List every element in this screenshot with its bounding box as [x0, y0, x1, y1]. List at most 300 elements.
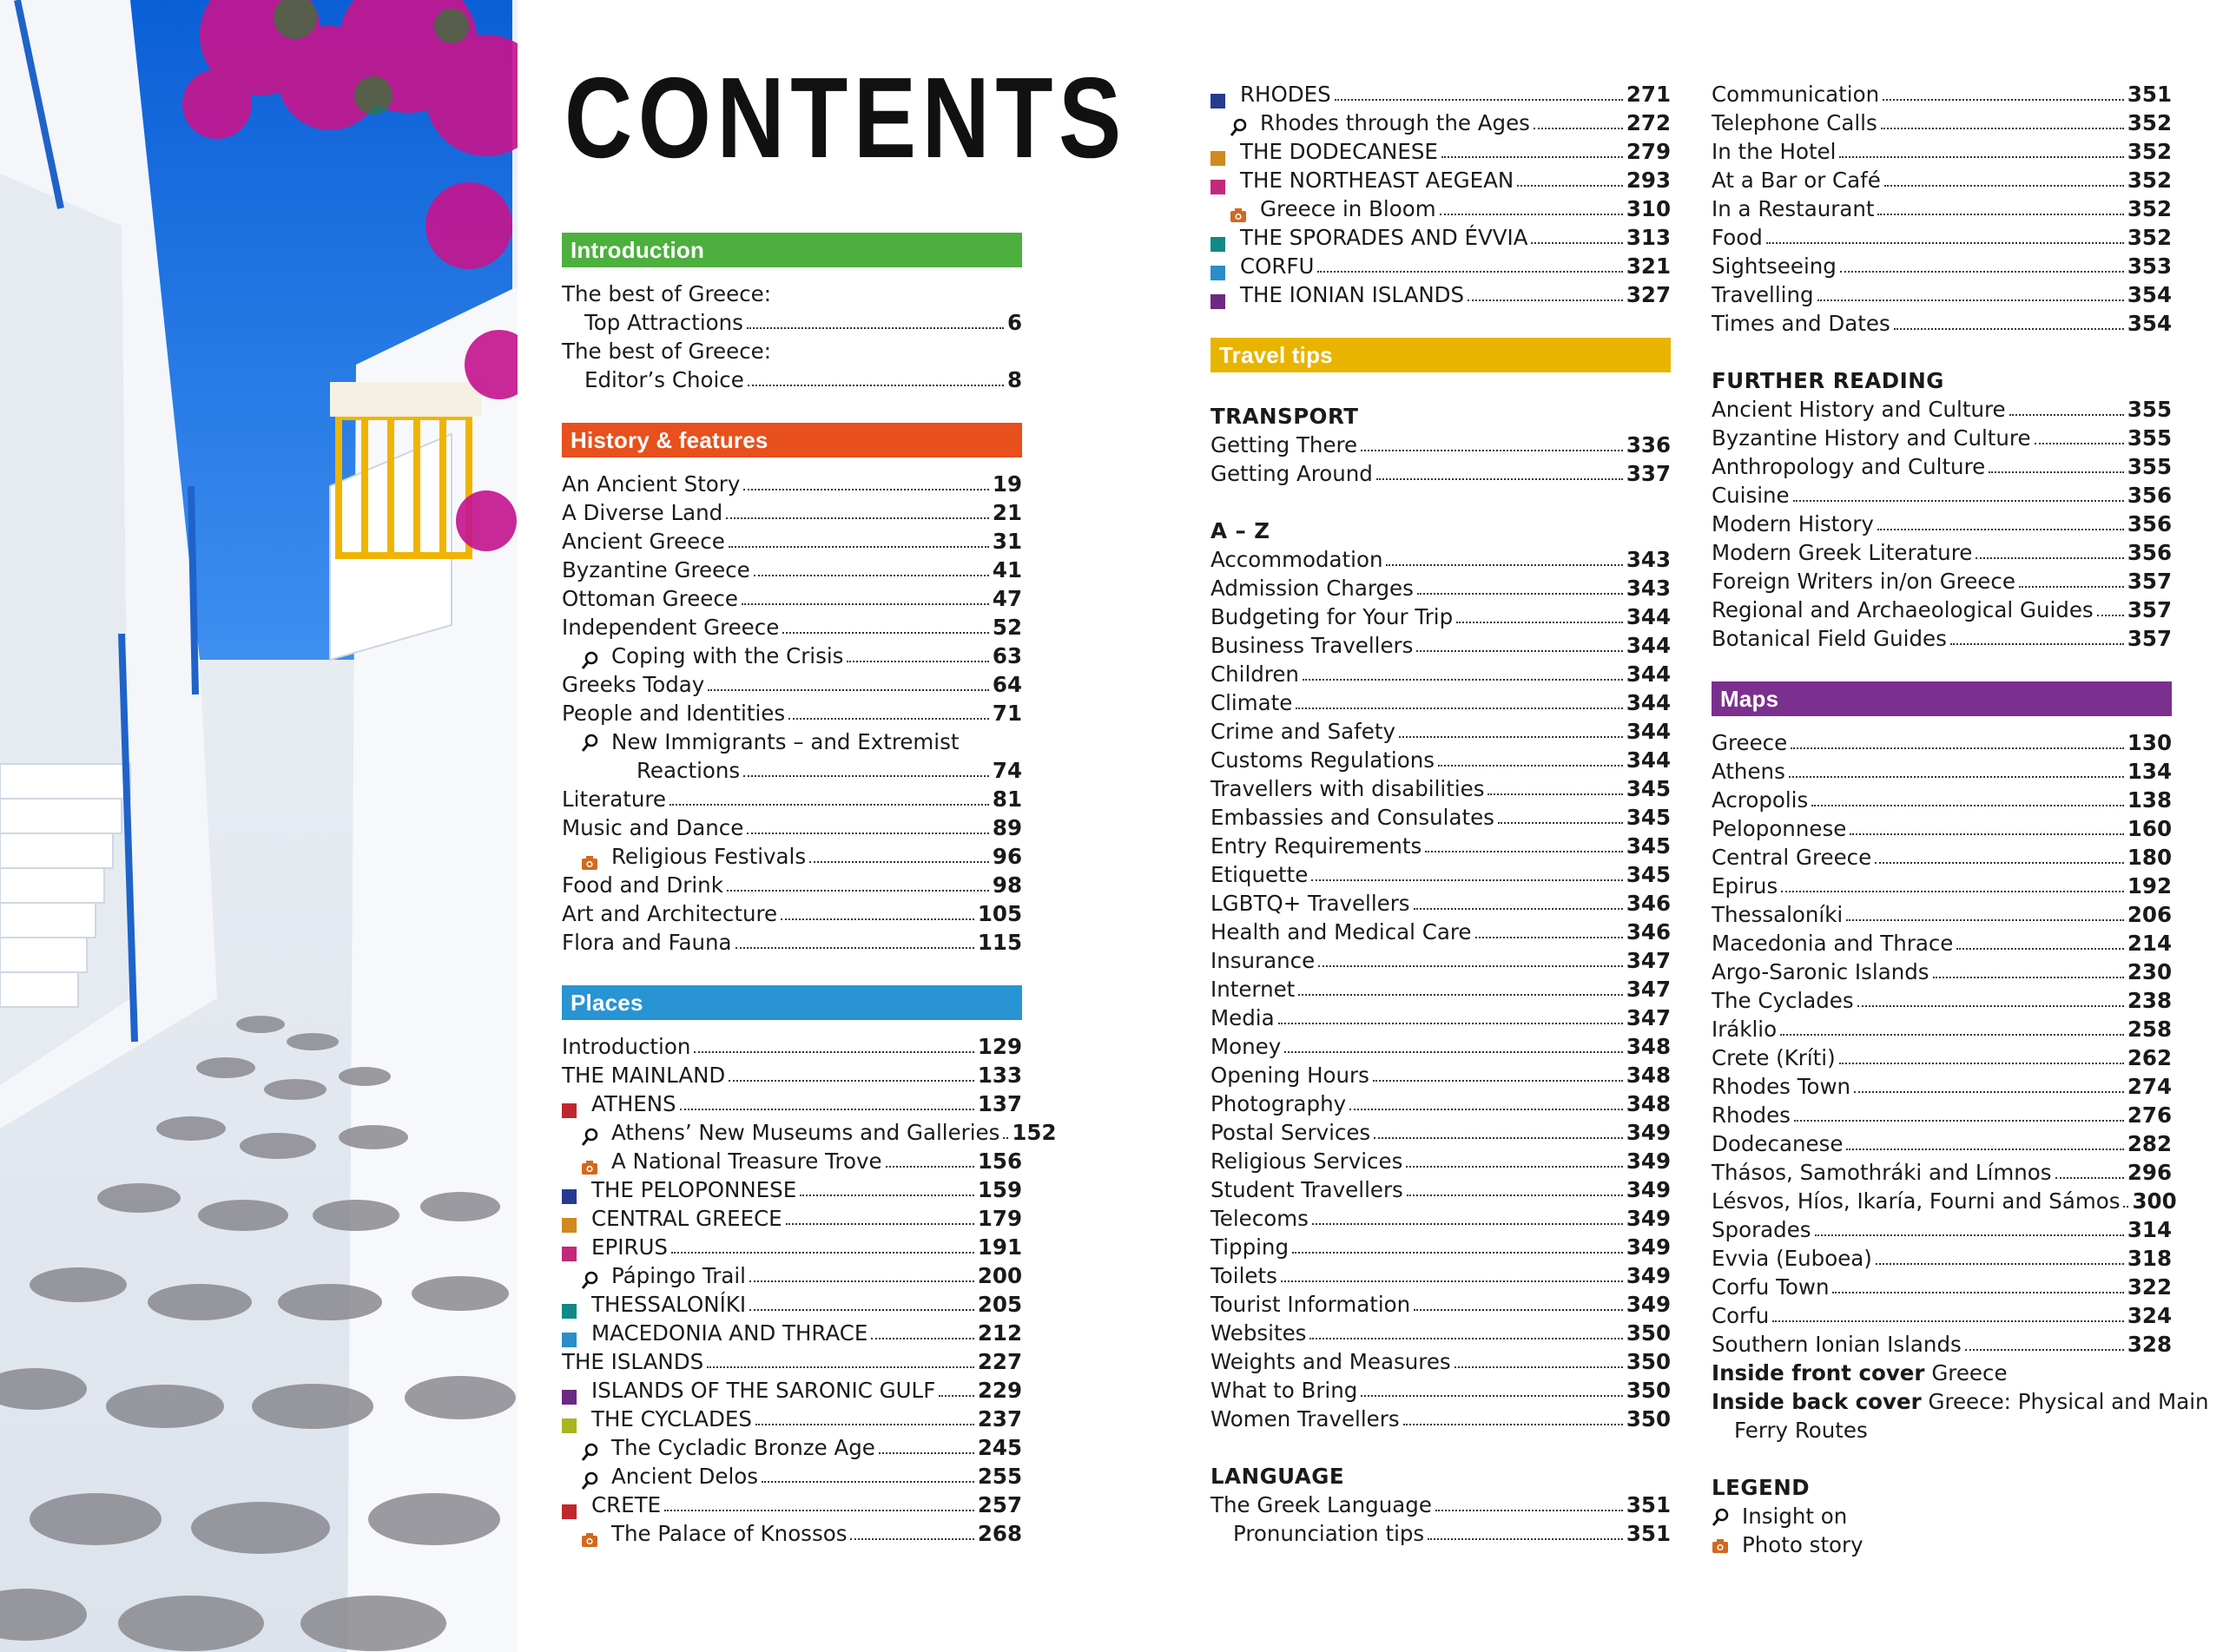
toc-entry	[1210, 1118, 1671, 1147]
toc-entry	[1210, 860, 1671, 889]
toc-entry	[1210, 1519, 1671, 1548]
dot-leader	[2035, 443, 2124, 444]
dot-leader	[1303, 679, 1623, 681]
magnifier-icon	[581, 734, 598, 753]
toc-entry	[1712, 1301, 2172, 1330]
dot-leader	[1278, 1023, 1623, 1024]
page-number: 344	[1626, 633, 1671, 658]
page-number: 324	[2127, 1303, 2172, 1328]
dot-leader	[1793, 500, 2124, 502]
page-number: 271	[1626, 82, 1671, 107]
toc-entry-title: The Cyclades	[1712, 988, 1854, 1013]
dot-leader	[1817, 299, 2124, 301]
page-number: 346	[1626, 919, 1671, 944]
toc-entry	[562, 1433, 1022, 1462]
toc-entry	[1712, 1273, 2172, 1301]
dot-leader	[1956, 948, 2123, 950]
toc-entry-title: Corfu Town	[1712, 1274, 1830, 1300]
page-number: 355	[2127, 425, 2172, 451]
section-bar-travel-tips: Travel tips	[1210, 338, 1671, 372]
dot-leader	[1894, 328, 2124, 330]
toc-entry-title: Athens’ New Museums and Galleries	[611, 1120, 1000, 1145]
toc-entry	[1210, 975, 1671, 1004]
places-list	[562, 1032, 1057, 1548]
dot-leader	[1349, 1109, 1623, 1110]
magnifier-icon	[581, 1271, 598, 1290]
toc-entry-title: Literature	[562, 787, 666, 812]
page-number: 274	[2127, 1074, 2172, 1099]
toc-entry-title: Photography	[1210, 1091, 1347, 1116]
toc-entry-title: THE MAINLAND	[562, 1063, 726, 1088]
section-bar-maps: Maps	[1712, 681, 2172, 716]
dot-leader	[781, 918, 974, 920]
page-number: 344	[1626, 661, 1671, 687]
page-number: 354	[2127, 311, 2172, 336]
maps-list	[1712, 728, 2177, 1359]
toc-entry	[1210, 1376, 1671, 1405]
page-number: 318	[2127, 1246, 2172, 1271]
dot-leader	[1292, 1252, 1623, 1254]
toc-entry-title: Botanical Field Guides	[1712, 626, 1947, 651]
history-list	[562, 470, 1022, 957]
toc-entry-title: Corfu	[1712, 1303, 1770, 1328]
section-color-square	[562, 1504, 577, 1519]
toc-entry-title: Thessaloníki	[1712, 902, 1844, 927]
toc-entry	[1210, 1261, 1671, 1290]
dot-leader	[1468, 299, 1623, 301]
toc-entry	[562, 308, 1022, 337]
az-list	[1210, 545, 1671, 1433]
toc-entry	[562, 1118, 1057, 1147]
page-number: 74	[992, 758, 1022, 783]
camera-icon	[581, 855, 598, 871]
page-number: 19	[992, 471, 1022, 497]
toc-entry-title: Acropolis	[1712, 787, 1809, 813]
page-number: 314	[2127, 1217, 2172, 1242]
dot-leader	[2097, 615, 2124, 616]
page-number: 255	[977, 1464, 1022, 1489]
page-number: 156	[977, 1149, 1022, 1174]
toc-entry	[1712, 395, 2172, 424]
toc-entry	[562, 1462, 1022, 1491]
toc-entry-title: Tourist Information	[1210, 1292, 1411, 1317]
toc-entry	[562, 727, 1022, 756]
page-number: 348	[1626, 1034, 1671, 1059]
toc-entry	[562, 337, 1022, 365]
dot-leader	[786, 1223, 974, 1225]
toc-entry-title: CENTRAL GREECE	[591, 1206, 782, 1231]
dot-leader	[1309, 1338, 1622, 1339]
page-number: 350	[1626, 1406, 1671, 1432]
page-number: 349	[1626, 1292, 1671, 1317]
section-color-square	[1210, 266, 1225, 280]
toc-entry	[1712, 1043, 2172, 1072]
column-1	[562, 233, 1057, 1548]
page-number: 348	[1626, 1063, 1671, 1088]
section-color-square	[562, 1333, 577, 1347]
dot-leader	[1417, 593, 1623, 595]
subheading-legend: LEGEND	[1712, 1475, 1811, 1500]
page-number: 344	[1626, 604, 1671, 629]
page-number: 41	[992, 557, 1022, 582]
page-number: 354	[2127, 282, 2172, 307]
toc-entry	[1210, 1319, 1671, 1347]
toc-entry-title: Opening Hours	[1210, 1063, 1369, 1088]
toc-entry	[562, 642, 1022, 670]
page-number: 345	[1626, 862, 1671, 887]
dot-leader	[727, 890, 989, 892]
dot-leader	[1854, 1091, 2124, 1093]
toc-entry-title: Sporades	[1712, 1217, 1811, 1242]
toc-entry-title: Communication	[1712, 82, 1880, 107]
section-bar-places: Places	[562, 985, 1022, 1020]
section-color-square	[1210, 294, 1225, 309]
dot-leader	[726, 517, 989, 519]
dot-leader	[2055, 1177, 2124, 1179]
dot-leader	[1846, 1149, 2123, 1150]
toc-entry	[1712, 728, 2172, 757]
toc-entry-title: Argo-Saronic Islands	[1712, 959, 1929, 984]
section-bar-history: History & features	[562, 423, 1022, 457]
dot-leader	[1876, 1263, 2124, 1265]
dot-leader	[736, 947, 974, 949]
dot-leader	[1435, 1510, 1623, 1511]
dot-leader	[1407, 1195, 1623, 1196]
toc-entry-title: Websites	[1210, 1320, 1307, 1346]
section-color-square	[562, 1418, 577, 1433]
toc-entry-title: THESSALONÍKI	[591, 1292, 747, 1317]
page-number: 350	[1626, 1349, 1671, 1374]
magnifier-icon	[1712, 1508, 1729, 1527]
toc-entry	[1712, 481, 2172, 510]
dot-leader	[1003, 1137, 1008, 1139]
toc-entry	[562, 871, 1022, 899]
page-number: 351	[2127, 82, 2172, 107]
toc-entry-title: Internet	[1210, 977, 1296, 1002]
toc-entry-title: The Greek Language	[1210, 1492, 1432, 1517]
toc-entry	[1712, 929, 2172, 958]
toc-entry	[1210, 774, 1671, 803]
toc-entry-title: Coping with the Crisis	[611, 643, 844, 668]
toc-entry	[1210, 194, 1671, 223]
toc-entry	[1210, 545, 1671, 574]
dot-leader	[939, 1395, 974, 1397]
toc-entry-title: Getting Around	[1210, 461, 1373, 486]
page-number: 346	[1626, 891, 1671, 916]
camera-icon	[581, 1532, 598, 1548]
page-number: 349	[1626, 1234, 1671, 1260]
toc-entry	[1210, 1175, 1671, 1204]
dot-leader	[1950, 643, 2124, 645]
toc-entry-title: Evvia (Euboea)	[1712, 1246, 1872, 1271]
toc-entry-title: Etiquette	[1210, 862, 1309, 887]
dot-leader	[1766, 242, 2124, 244]
page-number: 137	[977, 1091, 1022, 1116]
dot-leader	[2123, 1206, 2128, 1208]
legend-insight: Insight on	[1712, 1502, 2172, 1530]
toc-entry-title: ATHENS	[591, 1091, 676, 1116]
toc-entry-title: At a Bar or Café	[1712, 168, 1881, 193]
toc-entry	[1712, 510, 2172, 538]
dot-leader	[782, 632, 989, 634]
page-number: 6	[1006, 310, 1022, 335]
dot-leader	[809, 861, 989, 863]
toc-entry-title: Ancient Delos	[611, 1464, 759, 1489]
toc-entry	[1210, 1032, 1671, 1061]
toc-entry-title: Travelling	[1712, 282, 1814, 307]
page-number: 352	[2127, 139, 2172, 164]
dot-leader	[847, 661, 988, 662]
dot-leader	[1794, 1120, 2124, 1122]
toc-entry-title: CRETE	[591, 1492, 662, 1517]
introduction-list	[562, 280, 1022, 394]
page-number: 212	[977, 1320, 1022, 1346]
toc-entry	[1210, 1347, 1671, 1376]
dot-leader	[871, 1338, 973, 1339]
page-number: 238	[2127, 988, 2172, 1013]
toc-entry-title: Telecoms	[1210, 1206, 1309, 1231]
dot-leader	[671, 1252, 974, 1254]
page-number: 353	[2127, 253, 2172, 279]
page-number: 349	[1626, 1120, 1671, 1145]
dot-leader	[1883, 99, 2124, 101]
page-number: 313	[1626, 225, 1671, 250]
toc-entry-title: The best of Greece:	[562, 339, 772, 364]
dot-leader	[1791, 747, 2124, 749]
toc-entry	[1712, 814, 2172, 843]
toc-entry-title: New Immigrants – and Extremist	[611, 729, 960, 754]
toc-entry-title: LGBTQ+ Travellers	[1210, 891, 1410, 916]
dot-leader	[708, 689, 989, 691]
subheading-further-reading: FURTHER READING	[1712, 368, 1944, 393]
toc-entry-title: Times and Dates	[1712, 311, 1890, 336]
page-number: 205	[977, 1292, 1022, 1317]
dot-leader	[1839, 1063, 2124, 1064]
dot-leader	[1881, 128, 2124, 129]
toc-entry	[562, 928, 1022, 957]
page-number: 352	[2127, 168, 2172, 193]
toc-entry	[1210, 166, 1671, 194]
toc-entry	[1712, 452, 2172, 481]
page-number: 81	[992, 787, 1022, 812]
toc-entry-title: Customs Regulations	[1210, 747, 1435, 773]
toc-entry-title: Sightseeing	[1712, 253, 1837, 279]
page-number: 328	[2127, 1332, 2172, 1357]
toc-entry	[1210, 717, 1671, 746]
page-number: 349	[1626, 1263, 1671, 1288]
dot-leader	[707, 1366, 974, 1368]
toc-entry-title: Postal Services	[1210, 1120, 1371, 1145]
toc-entry	[1210, 688, 1671, 717]
toc-entry-title: Ottoman Greece	[562, 586, 738, 611]
page-number: 350	[1626, 1378, 1671, 1403]
toc-entry	[1210, 746, 1671, 774]
page-number: 276	[2127, 1102, 2172, 1128]
toc-entry	[562, 280, 1022, 308]
toc-entry	[1712, 538, 2172, 567]
toc-entry	[1712, 166, 2172, 194]
page-number: 351	[1626, 1492, 1671, 1517]
toc-entry	[562, 498, 1022, 527]
toc-entry	[1712, 1187, 2177, 1215]
page-number: 282	[2127, 1131, 2172, 1156]
page-number: 349	[1626, 1149, 1671, 1174]
toc-entry	[562, 527, 1022, 556]
toc-entry	[1712, 1129, 2172, 1158]
dot-leader	[1317, 271, 1622, 273]
toc-entry	[1210, 803, 1671, 832]
dot-leader	[1832, 1292, 2123, 1293]
toc-entry	[562, 470, 1022, 498]
toc-entry	[562, 785, 1022, 813]
page-number: 268	[977, 1521, 1022, 1546]
toc-entry	[562, 365, 1022, 394]
toc-entry	[1210, 1147, 1671, 1175]
toc-entry	[1210, 1004, 1671, 1032]
dot-leader	[1815, 1234, 2124, 1236]
toc-entry	[1712, 223, 2172, 252]
page-number: 355	[2127, 397, 2172, 422]
toc-entry-title: ISLANDS OF THE SARONIC GULF	[591, 1378, 936, 1403]
toc-entry	[562, 1089, 1022, 1118]
toc-entry-title: THE DODECANESE	[1240, 139, 1438, 164]
column-3	[1712, 80, 2209, 1559]
dot-leader	[800, 1195, 974, 1196]
toc-entry	[1210, 832, 1671, 860]
toc-entry	[562, 699, 1022, 727]
dot-leader	[1976, 557, 2124, 559]
page-number: 327	[1626, 282, 1671, 307]
toc-entry-title: Anthropology and Culture	[1712, 454, 1986, 479]
dot-leader	[1857, 1005, 2124, 1007]
toc-entry	[562, 899, 1022, 928]
dot-leader	[1846, 919, 2124, 921]
page-number: 321	[1626, 253, 1671, 279]
toc-entry	[562, 1233, 1022, 1261]
dot-leader	[1877, 529, 2124, 530]
dot-leader	[729, 546, 989, 548]
page-number: 133	[977, 1063, 1022, 1088]
toc-entry-title: Women Travellers	[1210, 1406, 1400, 1432]
toc-entry-title: Southern Ionian Islands	[1712, 1332, 1962, 1357]
dot-leader	[1438, 765, 1623, 767]
page-number: 192	[2127, 873, 2172, 898]
toc-entry	[1712, 872, 2172, 900]
page-number: 96	[992, 844, 1022, 869]
page-number: 89	[992, 815, 1022, 840]
page-number: 345	[1626, 805, 1671, 830]
toc-entry-title: Budgeting for Your Trip	[1210, 604, 1454, 629]
toc-entry-title: Modern Greek Literature	[1712, 540, 1973, 565]
page-number: 272	[1626, 110, 1671, 135]
toc-entry	[1712, 1215, 2172, 1244]
transport-list	[1210, 431, 1671, 488]
page-number: 344	[1626, 747, 1671, 773]
dot-leader	[1441, 156, 1623, 158]
toc-entry-title: Embassies and Consulates	[1210, 805, 1494, 830]
legend-photo-story: Photo story	[1712, 1530, 2172, 1559]
toc-entry-title: Macedonia and Thrace	[1712, 931, 1954, 956]
toc-entry-title: Toilets	[1210, 1263, 1277, 1288]
toc-entry	[1712, 1072, 2172, 1101]
dot-leader	[747, 833, 989, 834]
dot-leader	[788, 718, 989, 720]
toc-entry	[562, 1319, 1022, 1347]
dot-leader	[1425, 851, 1623, 852]
toc-entry-title: Food	[1712, 225, 1763, 250]
toc-entry	[1210, 1089, 1671, 1118]
toc-entry	[1712, 986, 2172, 1015]
toc-entry-title: People and Identities	[562, 701, 786, 726]
toc-entry-title: MACEDONIA AND THRACE	[591, 1320, 868, 1346]
toc-entry	[1712, 900, 2172, 929]
toc-entry-title: Editor’s Choice	[584, 367, 744, 392]
toc-entry-title: Peloponnese	[1712, 816, 1847, 841]
toc-entry-title: Music and Dance	[562, 815, 744, 840]
toc-entry-title: Media	[1210, 1005, 1275, 1030]
toc-entry	[1210, 1290, 1671, 1319]
dot-leader	[749, 1309, 974, 1311]
dot-leader	[1875, 862, 2124, 864]
page-number: 347	[1626, 1005, 1671, 1030]
toc-entry-title: Flora and Fauna	[562, 930, 732, 955]
toc-entry-title: Climate	[1210, 690, 1293, 715]
page-number: 343	[1626, 547, 1671, 572]
toc-entry	[1210, 574, 1671, 602]
page-number: 337	[1626, 461, 1671, 486]
dot-leader	[1440, 214, 1623, 215]
dot-leader	[1850, 833, 2124, 835]
page-number: 262	[2127, 1045, 2172, 1070]
toc-entry	[562, 1405, 1022, 1433]
dot-leader	[743, 489, 989, 490]
dot-leader	[1403, 1424, 1623, 1425]
camera-icon	[1712, 1538, 1729, 1554]
further-reading-list	[1712, 395, 2172, 653]
page-number: 352	[2127, 196, 2172, 221]
toc-entry-title: The best of Greece:	[562, 281, 772, 306]
toc-entry-title: Greece	[1712, 730, 1788, 755]
page-number: 351	[1626, 1521, 1671, 1546]
toc-entry	[1210, 280, 1671, 309]
page-number: 336	[1626, 432, 1671, 457]
toc-entry-title: Greece in Bloom	[1260, 196, 1436, 221]
page-number: 345	[1626, 776, 1671, 801]
dot-leader	[1312, 1223, 1623, 1225]
page-number: 160	[2127, 816, 2172, 841]
column-2	[1210, 80, 1671, 1548]
dot-leader	[670, 804, 989, 806]
toc-entry-title: THE NORTHEAST AEGEAN	[1240, 168, 1514, 193]
dot-leader	[1884, 185, 2124, 187]
dot-leader	[1296, 708, 1623, 709]
toc-entry	[562, 1032, 1022, 1061]
toc-entry-title: Greeks Today	[562, 672, 705, 697]
toc-entry	[1210, 1491, 1671, 1519]
toc-entry	[1712, 424, 2172, 452]
toc-entry	[1712, 567, 2172, 596]
toc-entry-title: THE ISLANDS	[562, 1349, 704, 1374]
section-color-square	[1210, 151, 1225, 166]
dot-leader	[1335, 99, 1623, 101]
dot-leader	[1839, 156, 2123, 158]
section-color-square	[562, 1189, 577, 1204]
page-number: 115	[977, 930, 1022, 955]
toc-entry	[562, 756, 1022, 785]
toc-entry-title: Food and Drink	[562, 872, 723, 898]
toc-entry-title: Pápingo Trail	[611, 1263, 746, 1288]
dot-leader	[1455, 1366, 1623, 1368]
